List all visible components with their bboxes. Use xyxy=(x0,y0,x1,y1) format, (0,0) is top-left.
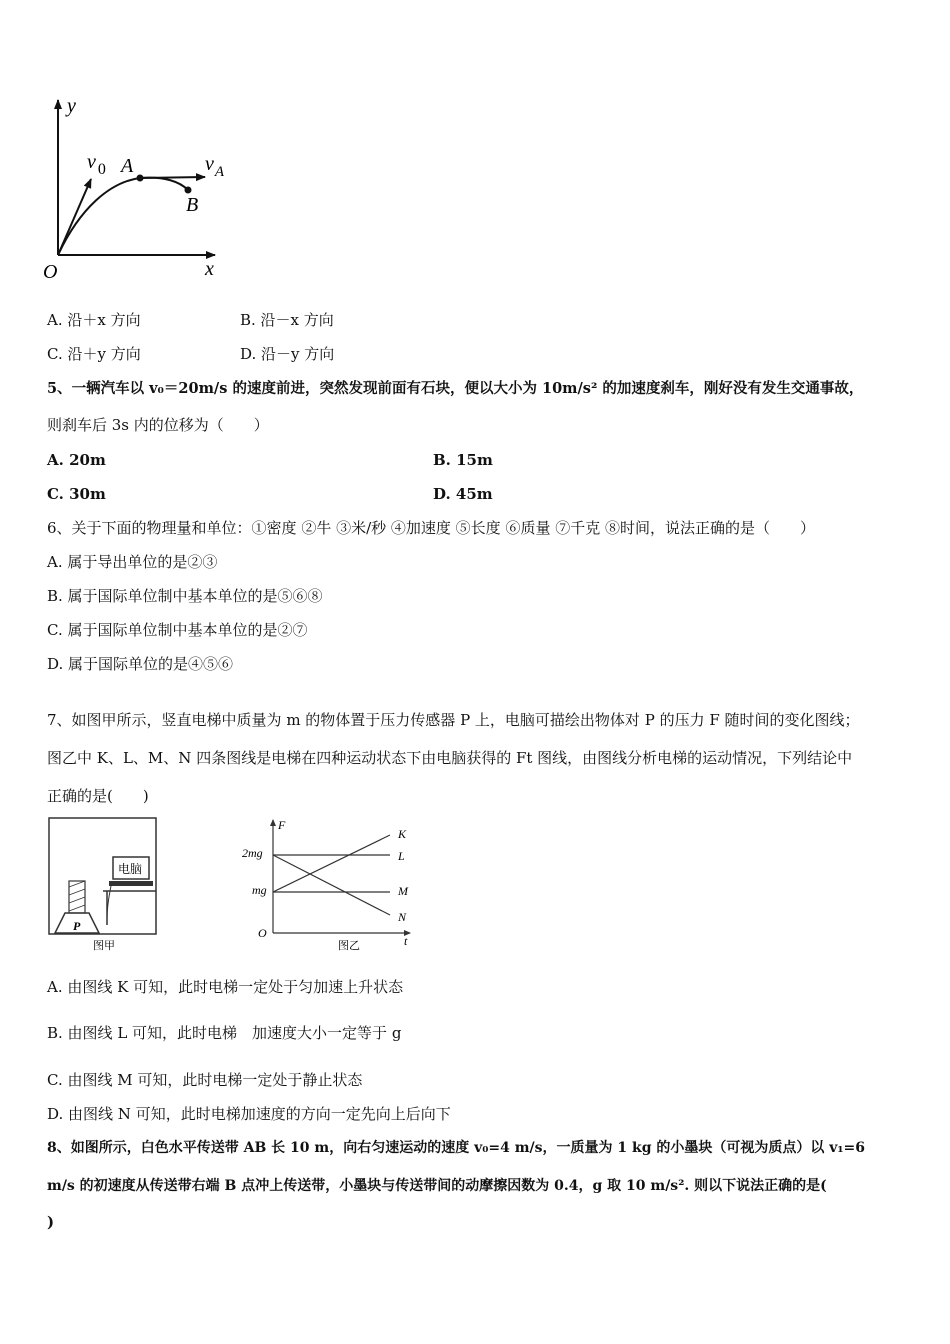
label-k: K xyxy=(398,827,407,841)
tick-mg: mg xyxy=(252,883,267,897)
t-label: t xyxy=(404,934,408,948)
q6-option-c: C. 属于国际单位制中基本单位的是②⑦ xyxy=(47,621,308,639)
a-label: A xyxy=(121,155,134,177)
hatch-4 xyxy=(69,905,85,911)
point-b xyxy=(185,187,192,194)
q5-stem-line2: 则刹车后 3s 内的位移为（ ） xyxy=(47,416,269,434)
q5-option-d: D. 45m xyxy=(433,485,493,503)
q8-stem-line3: ) xyxy=(47,1213,55,1231)
v0-label: v $_0$ xyxy=(87,151,106,178)
q7-stem-line3: 正确的是( ) xyxy=(47,787,149,805)
q6-stem: 6、关于下面的物理量和单位：①密度 ②牛 ③米/秒 ④加速度 ⑤长度 ⑥质量 ⑦千克 ⑧时间，说法正确的是（ ） xyxy=(47,519,815,537)
q7-option-b: B. 由图线 L 可知，此时电梯 加速度大小一定等于 g xyxy=(47,1024,402,1042)
x-label: x xyxy=(205,258,214,280)
q8-stem-line1: 8、如图所示，白色水平传送带 AB 长 10 m，向右匀速运动的速度 v₀=4 m/s，一质量为 1 kg 的小墨块（可视为质点）以 v₁=6 xyxy=(47,1140,865,1156)
label-n: N xyxy=(398,910,407,924)
q6-option-a: A. 属于导出单位的是②③ xyxy=(47,553,218,571)
q4-option-a: A. 沿＋x 方向 xyxy=(47,311,141,329)
y-label: y xyxy=(67,95,76,117)
hatch-2 xyxy=(69,889,85,895)
q4-option-d: D. 沿－y 方向 xyxy=(240,345,335,363)
q7-stem-line1: 7、如图甲所示，竖直电梯中质量为 m 的物体置于压力传感器 P 上，电脑可描绘出物体对 P 的压力 F 随时间的变化图线； xyxy=(47,711,860,729)
v0-vector xyxy=(58,179,91,255)
va-label: $v_A$ xyxy=(205,153,225,180)
q6-option-b: B. 属于国际单位制中基本单位的是⑤⑥⑧ xyxy=(47,587,323,605)
f-label: F xyxy=(278,818,286,832)
q8-stem-line2: m/s 的初速度从传送带右端 B 点冲上传送带，小墨块与传送带间的动摩擦因数为 0.4，g 取 10 m/s². 则以下说法正确的是( xyxy=(47,1178,827,1194)
hatch-1 xyxy=(69,881,85,887)
sensor-label: P xyxy=(73,919,81,933)
q5-stem-line1: 5、一辆汽车以 v₀＝20m/s 的速度前进，突然发现前面有石块，便以大小为 10m/s² 的加速度刹车，刚好没有发生交通事故， xyxy=(47,380,864,397)
figure-yi xyxy=(240,815,420,955)
q7-stem-line2: 图乙中 K、L、M、N 四条图线是电梯在四种运动状态下由电脑获得的 Ft 图线，由图线分析电梯的运动情况，下列结论中 xyxy=(47,749,853,767)
origin-label: O xyxy=(43,261,58,283)
trajectory-curve xyxy=(58,178,188,255)
q7-option-c: C. 由图线 M 可知，此时电梯一定处于静止状态 xyxy=(47,1071,363,1089)
label-l: L xyxy=(398,849,405,863)
caption-jia: 图甲 xyxy=(93,940,115,952)
q6-option-d: D. 属于国际单位的是④⑤⑥ xyxy=(47,655,234,673)
computer-label: 电脑 xyxy=(118,862,143,876)
label-m: M xyxy=(398,884,408,898)
trajectory-figure xyxy=(35,90,235,290)
va-vector xyxy=(140,177,205,178)
point-a xyxy=(137,175,144,182)
q5-option-c: C. 30m xyxy=(47,485,106,503)
q7-option-d: D. 由图线 N 可知，此时电梯加速度的方向一定先向上后向下 xyxy=(47,1105,451,1123)
b-label: B xyxy=(186,194,199,216)
q4-option-b: B. 沿－x 方向 xyxy=(240,311,334,329)
q5-option-a: A. 20m xyxy=(47,451,106,469)
caption-yi: 图乙 xyxy=(338,940,360,952)
origin-label: O xyxy=(258,926,267,940)
q4-option-c: C. 沿＋y 方向 xyxy=(47,345,141,363)
q5-option-b: B. 15m xyxy=(433,451,493,469)
figure-jia xyxy=(45,815,165,955)
hatch-3 xyxy=(69,897,85,903)
computer-base xyxy=(109,881,153,886)
tick-2mg: 2mg xyxy=(242,846,263,860)
q7-option-a: A. 由图线 K 可知，此时电梯一定处于匀加速上升状态 xyxy=(47,978,404,996)
